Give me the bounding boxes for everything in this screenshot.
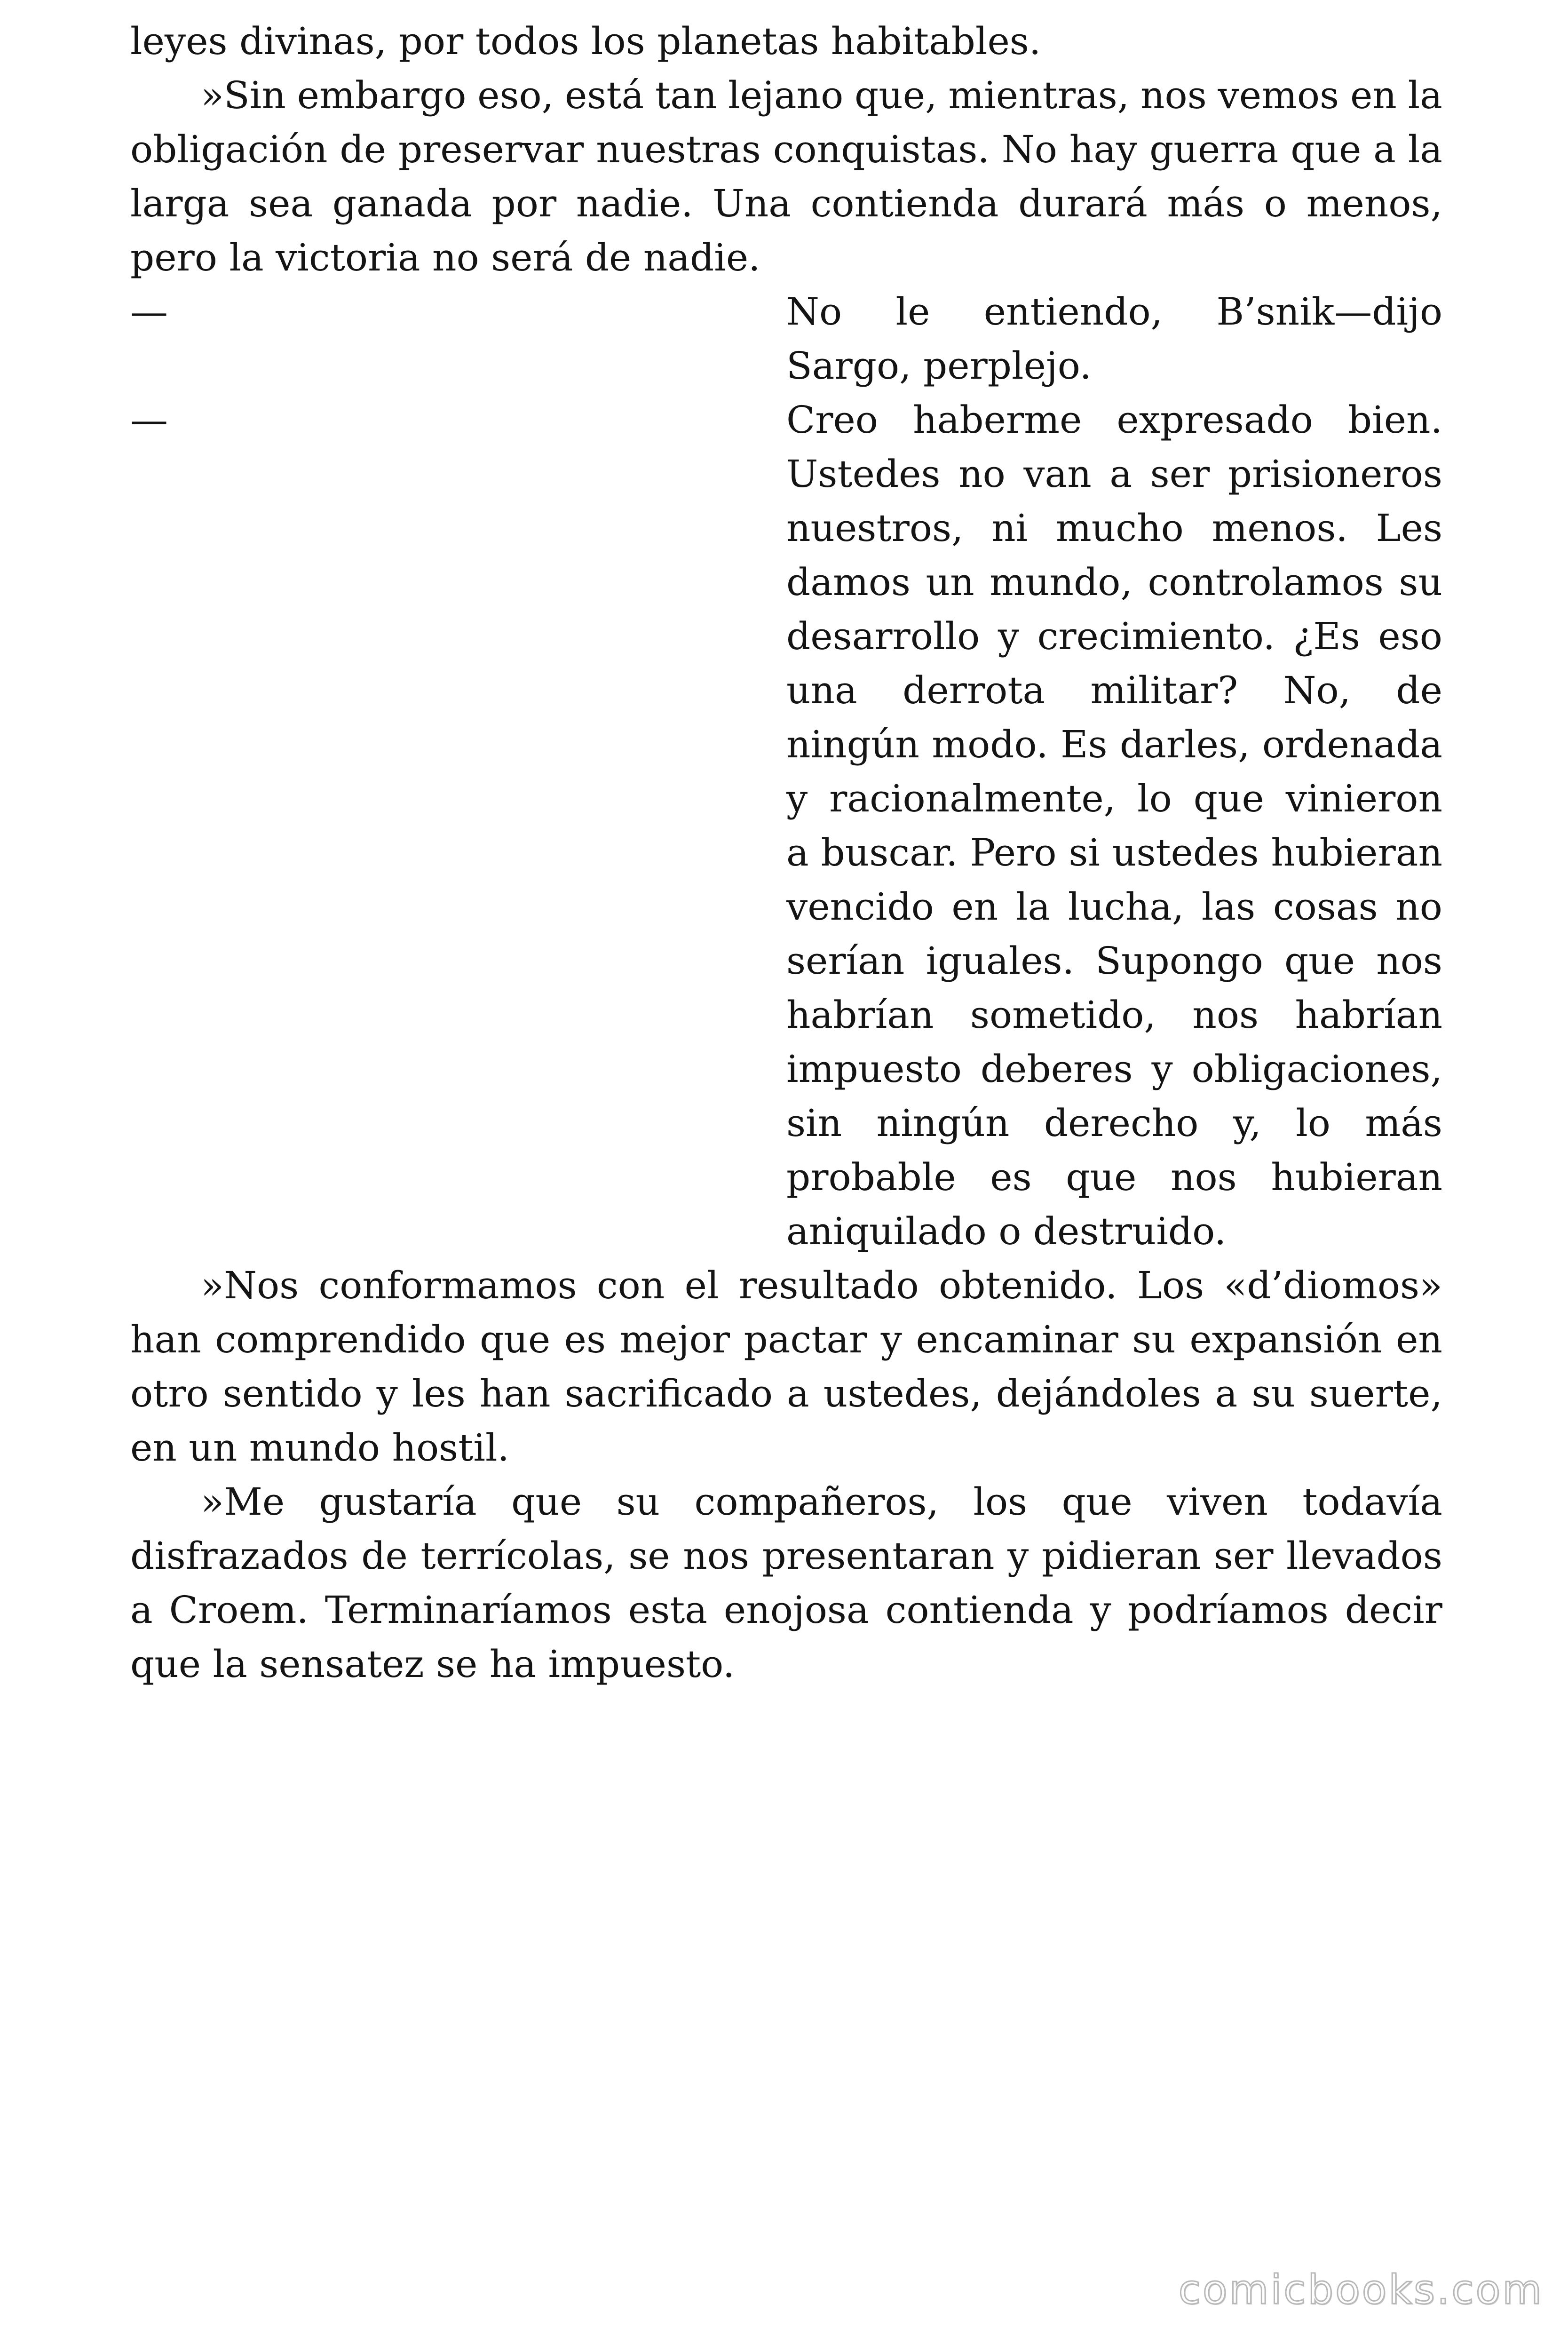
word: ordenada — [1262, 723, 1442, 766]
word: decir — [1345, 1588, 1442, 1632]
word: nos — [1170, 1155, 1237, 1199]
word: las — [1201, 885, 1256, 929]
word: todavía — [1302, 1480, 1442, 1524]
word: nadie. — [576, 182, 693, 225]
word: sentido — [222, 1372, 363, 1415]
word: sin — [786, 1101, 842, 1145]
word: a — [1109, 452, 1132, 496]
word: larga — [130, 182, 230, 225]
word: tan — [655, 73, 717, 117]
word: buscar. — [821, 831, 958, 874]
word: dejándoles — [996, 1372, 1201, 1415]
word: lo — [1296, 1101, 1330, 1145]
word: lejano — [728, 73, 844, 117]
word: habrían — [1295, 993, 1442, 1037]
word: la — [1408, 127, 1442, 171]
text-line — [130, 1150, 1442, 1204]
word: »Me — [201, 1480, 285, 1524]
word: impuesto — [786, 1047, 962, 1091]
text-line — [130, 1096, 1442, 1150]
word: a — [130, 1588, 153, 1632]
word: se — [628, 1534, 670, 1578]
word: no — [958, 452, 1006, 496]
text-line — [130, 447, 1442, 501]
word: comprendido — [215, 1318, 466, 1361]
word: otro — [130, 1372, 209, 1415]
word: por — [491, 182, 557, 225]
word: Croem. — [169, 1588, 309, 1632]
word: gustaría — [319, 1480, 477, 1524]
word: en — [1396, 1318, 1442, 1361]
word: la — [1015, 885, 1051, 929]
text-line — [130, 771, 1442, 826]
word: de — [1396, 668, 1442, 712]
dialogue-block — [130, 393, 1442, 1258]
word: de — [340, 127, 386, 171]
text-line — [130, 1258, 1442, 1312]
word: encaminar — [916, 1318, 1118, 1361]
word: Supongo — [1095, 939, 1263, 983]
paragraph — [130, 1475, 1442, 1691]
word: obtenido. — [939, 1263, 1117, 1307]
text-line: Sargo, perplejo. — [786, 344, 1092, 388]
word: deberes — [980, 1047, 1133, 1091]
word: No — [786, 290, 842, 334]
word: iguales. — [926, 939, 1075, 983]
word: nos — [1376, 939, 1442, 983]
word: conquistas. — [773, 127, 990, 171]
word: Los — [1137, 1263, 1204, 1307]
word: y — [1007, 1534, 1029, 1578]
word: lucha, — [1068, 885, 1184, 929]
word: su — [616, 1480, 660, 1524]
word: con — [596, 1263, 665, 1307]
word: terrícolas, — [420, 1534, 616, 1578]
word: ustedes — [1112, 831, 1259, 874]
word: vinieron — [1285, 777, 1442, 820]
word: viven — [1167, 1480, 1268, 1524]
word: «d’diomos» — [1224, 1263, 1442, 1307]
text-line — [130, 393, 1442, 447]
text-line — [130, 501, 1442, 555]
word: hay — [1069, 127, 1138, 171]
word: en — [951, 885, 998, 929]
text-line — [130, 68, 1442, 122]
word: militar? — [1090, 668, 1238, 712]
word: desarrollo — [786, 614, 980, 658]
word: crecimiento. — [1037, 614, 1275, 658]
word: Ustedes — [786, 452, 941, 496]
text-line — [130, 663, 1442, 717]
text-line — [130, 717, 1442, 771]
word: ustedes, — [823, 1372, 982, 1415]
word: le — [895, 290, 930, 334]
word: pactar — [744, 1318, 867, 1361]
word: es — [990, 1155, 1032, 1199]
word: vencido — [786, 885, 934, 929]
word: darles, — [1119, 723, 1250, 766]
text-line — [130, 934, 1442, 988]
word: no — [1395, 885, 1442, 929]
text-line: leyes divinas, por todos los planetas habitables. — [130, 19, 1041, 63]
word: lo — [1137, 777, 1172, 820]
word: los — [973, 1480, 1028, 1524]
word: han — [130, 1318, 201, 1361]
word: racionalmente, — [829, 777, 1116, 820]
word: que — [1284, 939, 1355, 983]
text-line — [130, 880, 1442, 934]
word: derrota — [903, 668, 1045, 712]
word: durará — [1018, 182, 1148, 225]
dialogue-dash: — — [130, 290, 168, 334]
text-line — [130, 1583, 1442, 1637]
word: suerte, — [1309, 1372, 1442, 1415]
word: es — [564, 1318, 606, 1361]
word: vemos — [1218, 73, 1339, 117]
word: en — [1350, 73, 1397, 117]
paragraph — [130, 1258, 1442, 1475]
word: ningún — [876, 1101, 1010, 1145]
word: No, — [1283, 668, 1351, 712]
text-line — [130, 1475, 1442, 1529]
word: contienda — [810, 182, 999, 225]
text-line — [130, 176, 1442, 230]
word: de — [361, 1534, 408, 1578]
word: Terminaríamos — [325, 1588, 612, 1632]
word: guerra — [1149, 127, 1279, 171]
paragraph — [130, 68, 1442, 285]
word: y — [880, 1318, 902, 1361]
word: y, — [1233, 1101, 1261, 1145]
word: menos. — [1212, 506, 1348, 550]
text-line: pero la victoria no será de nadie. — [130, 236, 760, 279]
word: No — [1001, 127, 1057, 171]
word: llevados — [1286, 1534, 1442, 1578]
word: pidieran — [1041, 1534, 1201, 1578]
word: modo. — [932, 723, 1048, 766]
word: mejor — [619, 1318, 730, 1361]
word: mucho — [1055, 506, 1184, 550]
word: serían — [786, 939, 905, 983]
word: ni — [991, 506, 1028, 550]
word: que — [1193, 777, 1264, 820]
word: B’snik—dijo — [1216, 290, 1442, 334]
text-line — [130, 826, 1442, 880]
word: menos, — [1306, 182, 1442, 225]
word: que — [511, 1480, 582, 1524]
word: y — [1090, 1588, 1111, 1632]
word: nos — [1192, 993, 1259, 1037]
word: ser — [1150, 452, 1210, 496]
word: eso, — [477, 73, 554, 117]
word: que — [480, 1318, 551, 1361]
word: bien. — [1347, 398, 1442, 442]
word: nos — [1140, 73, 1207, 117]
word: les — [412, 1372, 466, 1415]
word: ningún — [786, 723, 919, 766]
word: damos — [786, 560, 911, 604]
word: que, — [855, 73, 937, 117]
text-line — [130, 1529, 1442, 1583]
word: una — [786, 668, 857, 712]
word: preservar — [398, 127, 584, 171]
word: »Sin — [201, 73, 286, 117]
word: Creo — [786, 398, 878, 442]
word: y — [1151, 1047, 1173, 1091]
word: ser — [1213, 1534, 1274, 1578]
dialogue-dash: — — [130, 398, 168, 442]
word: Pero — [970, 831, 1057, 874]
paragraph — [130, 14, 1442, 68]
word: obligación — [130, 127, 328, 171]
text-line — [130, 285, 1442, 339]
word: hubieran — [1271, 831, 1442, 874]
text-line — [130, 1367, 1442, 1421]
word: ¿Es — [1293, 614, 1360, 658]
word: está — [564, 73, 644, 117]
word: a — [1373, 127, 1396, 171]
text-line — [130, 609, 1442, 663]
word: probable — [786, 1155, 956, 1199]
word: obligaciones, — [1191, 1047, 1442, 1091]
word: su — [1399, 560, 1442, 604]
word: habrían — [786, 993, 934, 1037]
word: sea — [249, 182, 313, 225]
word: el — [684, 1263, 719, 1307]
text-line: en un mundo hostil. — [130, 1426, 509, 1470]
word: hubieran — [1271, 1155, 1442, 1199]
word: y — [998, 614, 1020, 658]
word: mientras, — [948, 73, 1130, 117]
word: expansión — [1189, 1318, 1382, 1361]
word: nuestras — [596, 127, 761, 171]
word: eso — [1378, 614, 1442, 658]
word: »Nos — [201, 1263, 299, 1307]
page-body — [130, 14, 1442, 1691]
word: presentaran — [762, 1534, 995, 1578]
text-line — [130, 988, 1442, 1042]
word: que — [1066, 1155, 1137, 1199]
word: a — [1215, 1372, 1238, 1415]
word: prisioneros — [1227, 452, 1442, 496]
text-line — [130, 122, 1442, 176]
word: enojosa — [723, 1588, 869, 1632]
word: su — [1251, 1372, 1295, 1415]
word: nos — [683, 1534, 749, 1578]
word: un — [926, 560, 974, 604]
word: derecho — [1044, 1101, 1199, 1145]
word: resultado — [738, 1263, 919, 1307]
word: contienda — [885, 1588, 1074, 1632]
text-line: que la sensatez se ha impuesto. — [130, 1642, 735, 1686]
word: sometido, — [970, 993, 1156, 1037]
word: su — [1132, 1318, 1176, 1361]
watermark: comicbooks.com — [1178, 2266, 1544, 2313]
word: conformamos — [318, 1263, 577, 1307]
word: expresado — [1117, 398, 1313, 442]
word: a — [786, 831, 809, 874]
word: podríamos — [1127, 1588, 1329, 1632]
word: que — [1291, 127, 1362, 171]
word: o — [1264, 182, 1287, 225]
word: compañeros, — [694, 1480, 939, 1524]
word: haberme — [913, 398, 1082, 442]
text-line — [130, 1042, 1442, 1096]
word: han — [479, 1372, 551, 1415]
dialogue-block — [130, 285, 1442, 393]
word: cosas — [1273, 885, 1378, 929]
word: ganada — [332, 182, 472, 225]
word: que — [1061, 1480, 1132, 1524]
word: más — [1167, 182, 1245, 225]
word: Es — [1061, 723, 1108, 766]
word: entiendo, — [983, 290, 1163, 334]
word: sacrificado — [564, 1372, 773, 1415]
word: Les — [1376, 506, 1442, 550]
word: y — [786, 777, 808, 820]
word: más — [1365, 1101, 1442, 1145]
word: mundo, — [990, 560, 1132, 604]
word: si — [1069, 831, 1100, 874]
word: Una — [713, 182, 791, 225]
word: esta — [628, 1588, 707, 1632]
word: embargo — [297, 73, 467, 117]
word: controlamos — [1148, 560, 1384, 604]
text-line — [130, 555, 1442, 609]
word: van — [1023, 452, 1092, 496]
word: disfrazados — [130, 1534, 348, 1578]
word: y — [376, 1372, 398, 1415]
word: a — [787, 1372, 809, 1415]
word: nuestros, — [786, 506, 964, 550]
word: la — [1408, 73, 1442, 117]
text-line: aniquilado o destruido. — [786, 1209, 1227, 1253]
text-line — [130, 1312, 1442, 1367]
